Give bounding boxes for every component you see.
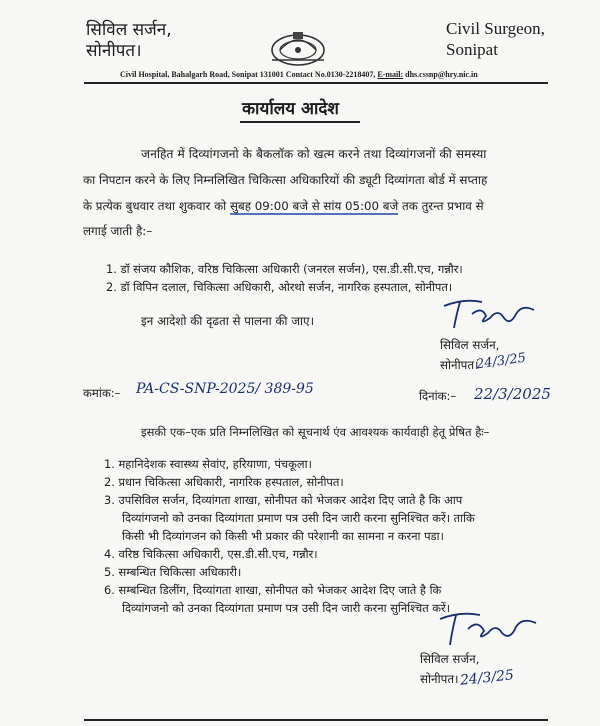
copy-intro: इसकी एक–एक प्रति निम्नलिखित को सूचनार्थ एंव आवश्यक कार्यवाही हेतू प्रेषित हैः–: [141, 425, 490, 439]
signature-1-date: 24/3/25: [475, 350, 527, 373]
order-date: 22/3/2025: [474, 385, 551, 403]
copy-item: 3. उपसिविल सर्जन, दिव्यांगता शाखा, सोनीपत को भेजकर आदेश दिए जाते है कि आप: [104, 493, 463, 507]
english-office-location: Sonipat: [446, 40, 498, 59]
compliance-note: इन आदेशो की दृढता से पालना की जाए।: [141, 314, 315, 328]
signature-2-date: 24/3/25: [459, 667, 515, 689]
title-underline: [240, 121, 360, 123]
copy-item: 1. महानिदेशक स्वास्थ्य सेवांए, हरियाणा, पंचकूला।: [104, 457, 312, 471]
copy-item-continuation: दिव्यांगजनो को उनका दिव्यांगता प्रमाण पत्र उसी दिन जारी करना सुनिश्चित करें।: [122, 601, 451, 615]
duty-hours-highlight: सुबह 09:00 बजे से सांय 05:00 बजे: [229, 199, 399, 213]
copy-item-continuation: दिव्यांगजनो को उनका दिव्यांगता प्रमाण पत्र उसी दिन जारी करना सुनिश्चित करें। ताकि: [122, 511, 475, 525]
signature-1-location: सोनीपत।: [440, 358, 479, 372]
english-office-title: Civil Surgeon,: [446, 19, 545, 38]
hindi-office-title: सिविल सर्जन,: [86, 20, 172, 40]
copy-item-continuation: किसी भी दिव्यांगजन को किसी भी प्रकार की परेशानी का सामना न करना पडा।: [122, 529, 444, 543]
signature-2-location: सोनीपत।: [420, 672, 459, 686]
officer-item: 2. डॉ विपिन दलाल, चिकित्सा अधिकारी, ओरथो सर्जन, नागरिक हस्पताल, सोनीपत।: [106, 280, 453, 294]
copy-item: 5. सम्बन्धित चिकित्सा अधिकारी।: [104, 565, 242, 579]
intro-line-1: जनहित में दिव्यांगजनो के बैकलॉक को खत्म करने तथा दिव्यांगजनों की समस्या: [141, 147, 487, 161]
copy-item: 2. प्रधान चिकित्सा अधिकारी, नागरिक हस्पताल, सोनीपत।: [104, 475, 344, 489]
reference-number: PA-CS-SNP-2025/ 389-95: [136, 381, 314, 397]
signature-1-title: सिविल सर्जन,: [440, 338, 500, 352]
reference-label: कमांक:–: [83, 386, 121, 400]
signature-1-scrawl: [438, 292, 542, 336]
haryana-emblem-icon: [266, 26, 330, 68]
intro-line-3: के प्रत्येक बुधवार तथा शुकवार को सुबह 09:00 बजे से सांय 05:00 बजे तक तुरन्त प्रभाव से: [83, 199, 484, 213]
officer-item: 1. डॉ संजय कौशिक, वरिष्ठ चिकित्सा अधिकारी (जनरल सर्जन), एस.डी.सी.एच, गन्नौर।: [106, 262, 463, 276]
hindi-office-location: सोनीपत।: [86, 41, 142, 61]
signature-2-scrawl: [432, 605, 544, 651]
copy-item: 6. सम्बन्धित डिलींग, दिव्यांगता शाखा, सोनीपत को भेजकर आदेश दिए जाते है कि: [104, 583, 442, 597]
office-address: Civil Hospital, Bahalgarh Road, Sonipat 131001 Contact No.0130-2218407, E-mail: dhs.cssnp@hry.nic.in: [120, 70, 478, 79]
header-divider: [84, 82, 548, 84]
signature-2-title: सिविल सर्जन,: [420, 652, 480, 666]
date-label: दिनांक:–: [419, 389, 457, 403]
intro-line-2: का निपटान करने के लिए निम्नलिखित चिकित्सा अधिकारियों की ड्यूटी दिव्यांगता बोर्ड में सप्ताह: [83, 173, 488, 187]
order-title: कार्यालय आदेश: [242, 99, 339, 119]
intro-line-4: लगाई जाती है:–: [83, 224, 153, 238]
footer-divider: [84, 719, 548, 721]
copy-item: 4. वरिष्ठ चिकित्सा अधिकारी, एस.डी.सी.एच, गन्नौर।: [104, 547, 318, 561]
